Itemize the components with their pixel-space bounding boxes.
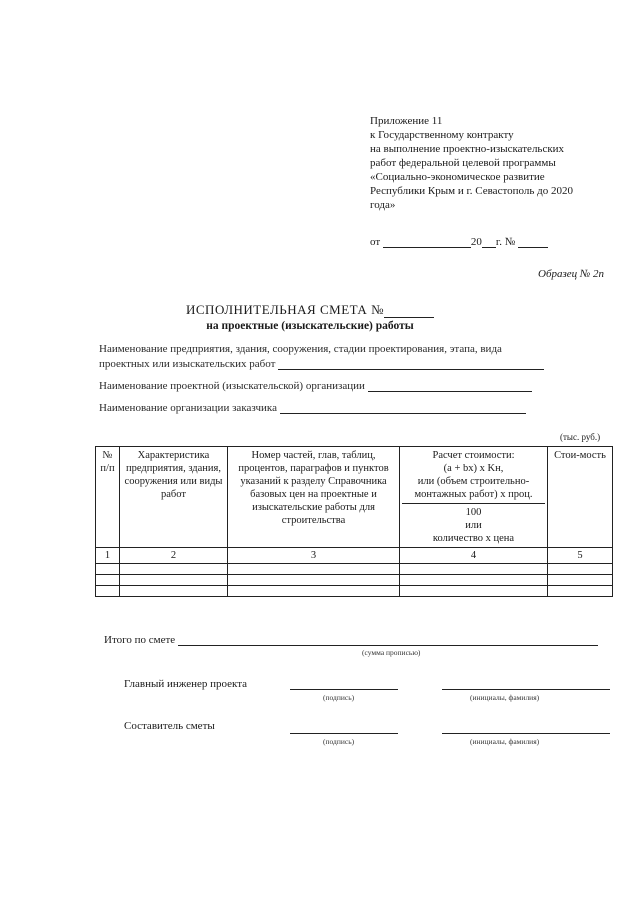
table-cell[interactable] [228, 564, 400, 575]
col-number-cell: 4 [400, 548, 548, 564]
number-blank[interactable] [518, 236, 548, 248]
calc-formula-top [402, 449, 545, 504]
signature-chief-engineer-label: Главный инженер проекта [124, 678, 248, 690]
col-number-cell: 5 [548, 548, 613, 564]
name-estimator-blank[interactable] [442, 722, 610, 734]
calc-line: Расчет стоимости: [432, 450, 515, 461]
field-object-label: Наименование предприятия, здания, сооружения, стадии проектирования, этапа, вида [99, 343, 502, 355]
field-customer-blank[interactable] [280, 402, 526, 414]
appendix-line: к Государственному контракту [370, 129, 514, 141]
field-designer-label: Наименование проектной (изыскательской) организации [99, 380, 365, 392]
calc-line: количество x цена [432, 533, 515, 544]
table-cell[interactable] [120, 586, 228, 597]
appendix-line: работ федеральной целевой программы [370, 157, 556, 169]
total-line [104, 634, 598, 646]
caption-name: (инициалы, фамилия) [470, 693, 540, 702]
table-number-row [96, 548, 613, 564]
total-blank[interactable] [178, 634, 598, 646]
header-col-characteristic: Характеристика предприятия, здания, сооружения или виды работ [120, 447, 228, 548]
table-cell[interactable] [228, 575, 400, 586]
field-customer-label: Наименование организации заказчика [99, 402, 277, 414]
table-cell[interactable] [96, 564, 120, 575]
appendix-line: «Социально-экономическое развитие [370, 171, 545, 183]
estimate-table [95, 446, 613, 597]
calc-line: 100 [465, 507, 482, 518]
sample-label: Образец № 2п [538, 268, 605, 280]
name-chief-engineer-blank[interactable] [442, 678, 610, 690]
units-label: (тыс. руб.) [560, 432, 601, 442]
caption-name: (инициалы, фамилия) [470, 737, 540, 746]
total-caption: (сумма прописью) [362, 648, 421, 657]
total-label: Итого по смете [104, 634, 176, 646]
date-prefix: от [370, 236, 381, 248]
field-object-label-2: проектных или изыскательских работ [99, 358, 276, 370]
year-blank[interactable] [482, 236, 496, 248]
calc-line: или [465, 520, 482, 531]
document-title [0, 302, 620, 318]
appendix-line: на выполнение проектно-изыскательских [370, 143, 565, 155]
table-row [96, 586, 613, 597]
date-number-line [370, 236, 548, 248]
field-object-blank[interactable] [278, 358, 544, 370]
table-cell[interactable] [120, 564, 228, 575]
calc-line: или (объем строительно-монтажных работ) x проц. [414, 476, 533, 500]
caption-sign: (подпись) [323, 693, 355, 702]
appendix-header [370, 114, 573, 212]
field-customer [99, 402, 526, 414]
table-header-row [96, 447, 613, 548]
title-text: ИСПОЛНИТЕЛЬНАЯ СМЕТА № [186, 302, 384, 317]
col-number-cell: 3 [228, 548, 400, 564]
col-number-cell: 1 [96, 548, 120, 564]
header-col-calculation [400, 447, 548, 548]
header-col-number: № п/п [96, 447, 120, 548]
date-suffix: г. № [495, 236, 516, 248]
signature-chief-engineer-blank[interactable] [290, 678, 398, 690]
header-col-reference: Номер частей, глав, таблиц, процентов, параграфов и пунктов указаний к разделу Справочника базовых цен на проектные и изыскательские работы для строительства [228, 447, 400, 548]
field-designer-blank[interactable] [368, 380, 532, 392]
table-cell[interactable] [548, 575, 613, 586]
header-col-cost: Стои-мость [548, 447, 613, 548]
col-number-cell: 2 [120, 548, 228, 564]
estimate-number-blank[interactable] [384, 306, 434, 318]
table-cell[interactable] [120, 575, 228, 586]
table-cell[interactable] [400, 586, 548, 597]
table-row [96, 564, 613, 575]
table-cell[interactable] [400, 564, 548, 575]
signature-estimator-label: Составитель сметы [124, 720, 215, 732]
appendix-line: Приложение 11 [370, 115, 443, 127]
calc-line: (a + bx) x Kн, [443, 463, 504, 474]
appendix-line: Республики Крым и г. Севастополь до 2020 [370, 185, 573, 197]
signature-estimator-blank[interactable] [290, 722, 398, 734]
table-cell[interactable] [228, 586, 400, 597]
date-blank[interactable] [383, 236, 471, 248]
table-cell[interactable] [400, 575, 548, 586]
table-cell[interactable] [96, 575, 120, 586]
field-designer [99, 380, 532, 392]
table-row [96, 575, 613, 586]
caption-sign: (подпись) [323, 737, 355, 746]
field-object [99, 358, 544, 370]
table-cell[interactable] [548, 586, 613, 597]
table-cell[interactable] [96, 586, 120, 597]
document-subtitle: на проектные (изыскательские) работы [206, 320, 414, 332]
table-cell[interactable] [548, 564, 613, 575]
appendix-line: года» [370, 199, 396, 211]
date-year: 20 [470, 236, 482, 248]
